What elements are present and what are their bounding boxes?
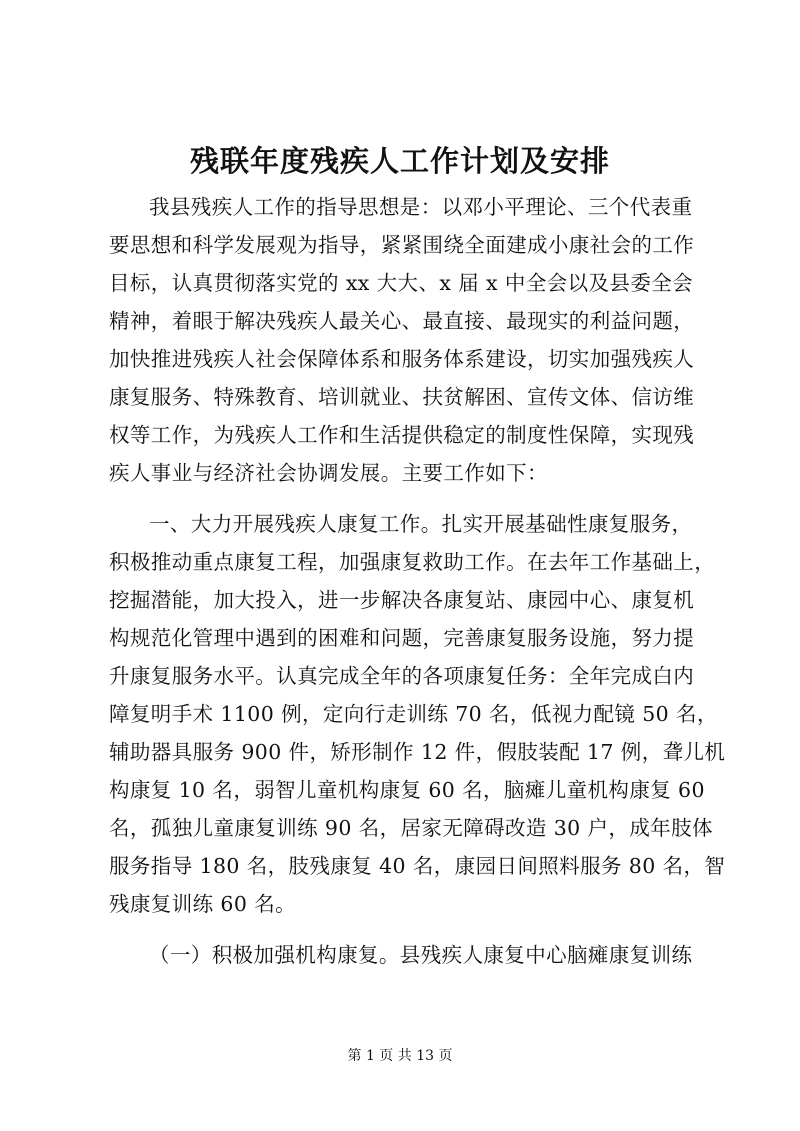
paragraph-line: 残康复训练 60 名。 [109,892,297,916]
paragraph-line: 加快推进残疾人社会保障体系和服务体系建设，切实加强残疾人 [109,347,695,371]
paragraph-line: 权等工作，为残疾人工作和生活提供稳定的制度性保障，实现残 [109,423,695,447]
paragraph-line: 构规范化管理中遇到的困难和问题，完善康复服务设施，努力提 [109,626,695,650]
paragraph-line: 精神，着眼于解决残疾人最关心、最直接、最现实的利益问题， [109,309,695,333]
paragraph-line: 障复明手术 1100 例，定向行走训练 70 名，低视力配镜 50 名， [109,702,718,726]
paragraph-line: （一）积极加强机构康复。县残疾人康复中心脑瘫康复训练 [149,943,693,967]
paragraph-line: 名，孤独儿童康复训练 90 名，居家无障碍改造 30 户，成年肢体 [109,816,713,840]
paragraph-line: 我县残疾人工作的指导思想是：以邓小平理论、三个代表重 [149,195,693,219]
paragraph-line: 升康复服务水平。认真完成全年的各项康复任务：全年完成白内 [109,664,695,688]
paragraph-line: 疾人事业与经济社会协调发展。主要工作如下： [109,461,548,485]
paragraph-line: 服务指导 180 名，肢残康复 40 名，康园日间照料服务 80 名，智 [109,854,726,878]
paragraph-line: 构康复 10 名，弱智儿童机构康复 60 名，脑瘫儿童机构康复 60 [109,778,705,802]
paragraph-line: 要思想和科学发展观为指导，紧紧围绕全面建成小康社会的工作 [109,233,695,257]
paragraph-line: 挖掘潜能，加大投入，进一步解决各康复站、康园中心、康复机 [109,588,695,612]
paragraph-line: 一、大力开展残疾人康复工作。扎实开展基础性康复服务， [149,512,693,536]
paragraph-line: 辅助器具服务 900 件，矫形制作 12 件，假肢装配 17 例，聋儿机 [109,740,726,764]
document-title: 残联年度残疾人工作计划及安排 [189,144,610,178]
page-number: 第 1 页 共 13 页 [347,1048,453,1064]
paragraph-line: 康复服务、特殊教育、培训就业、扶贫解困、宣传文体、信访维 [109,385,695,409]
paragraph-line: 目标，认真贯彻落实党的 xx 大大、x 届 x 中全会以及县委全会 [109,271,694,295]
paragraph-line: 积极推动重点康复工程，加强康复救助工作。在去年工作基础上， [109,550,716,574]
